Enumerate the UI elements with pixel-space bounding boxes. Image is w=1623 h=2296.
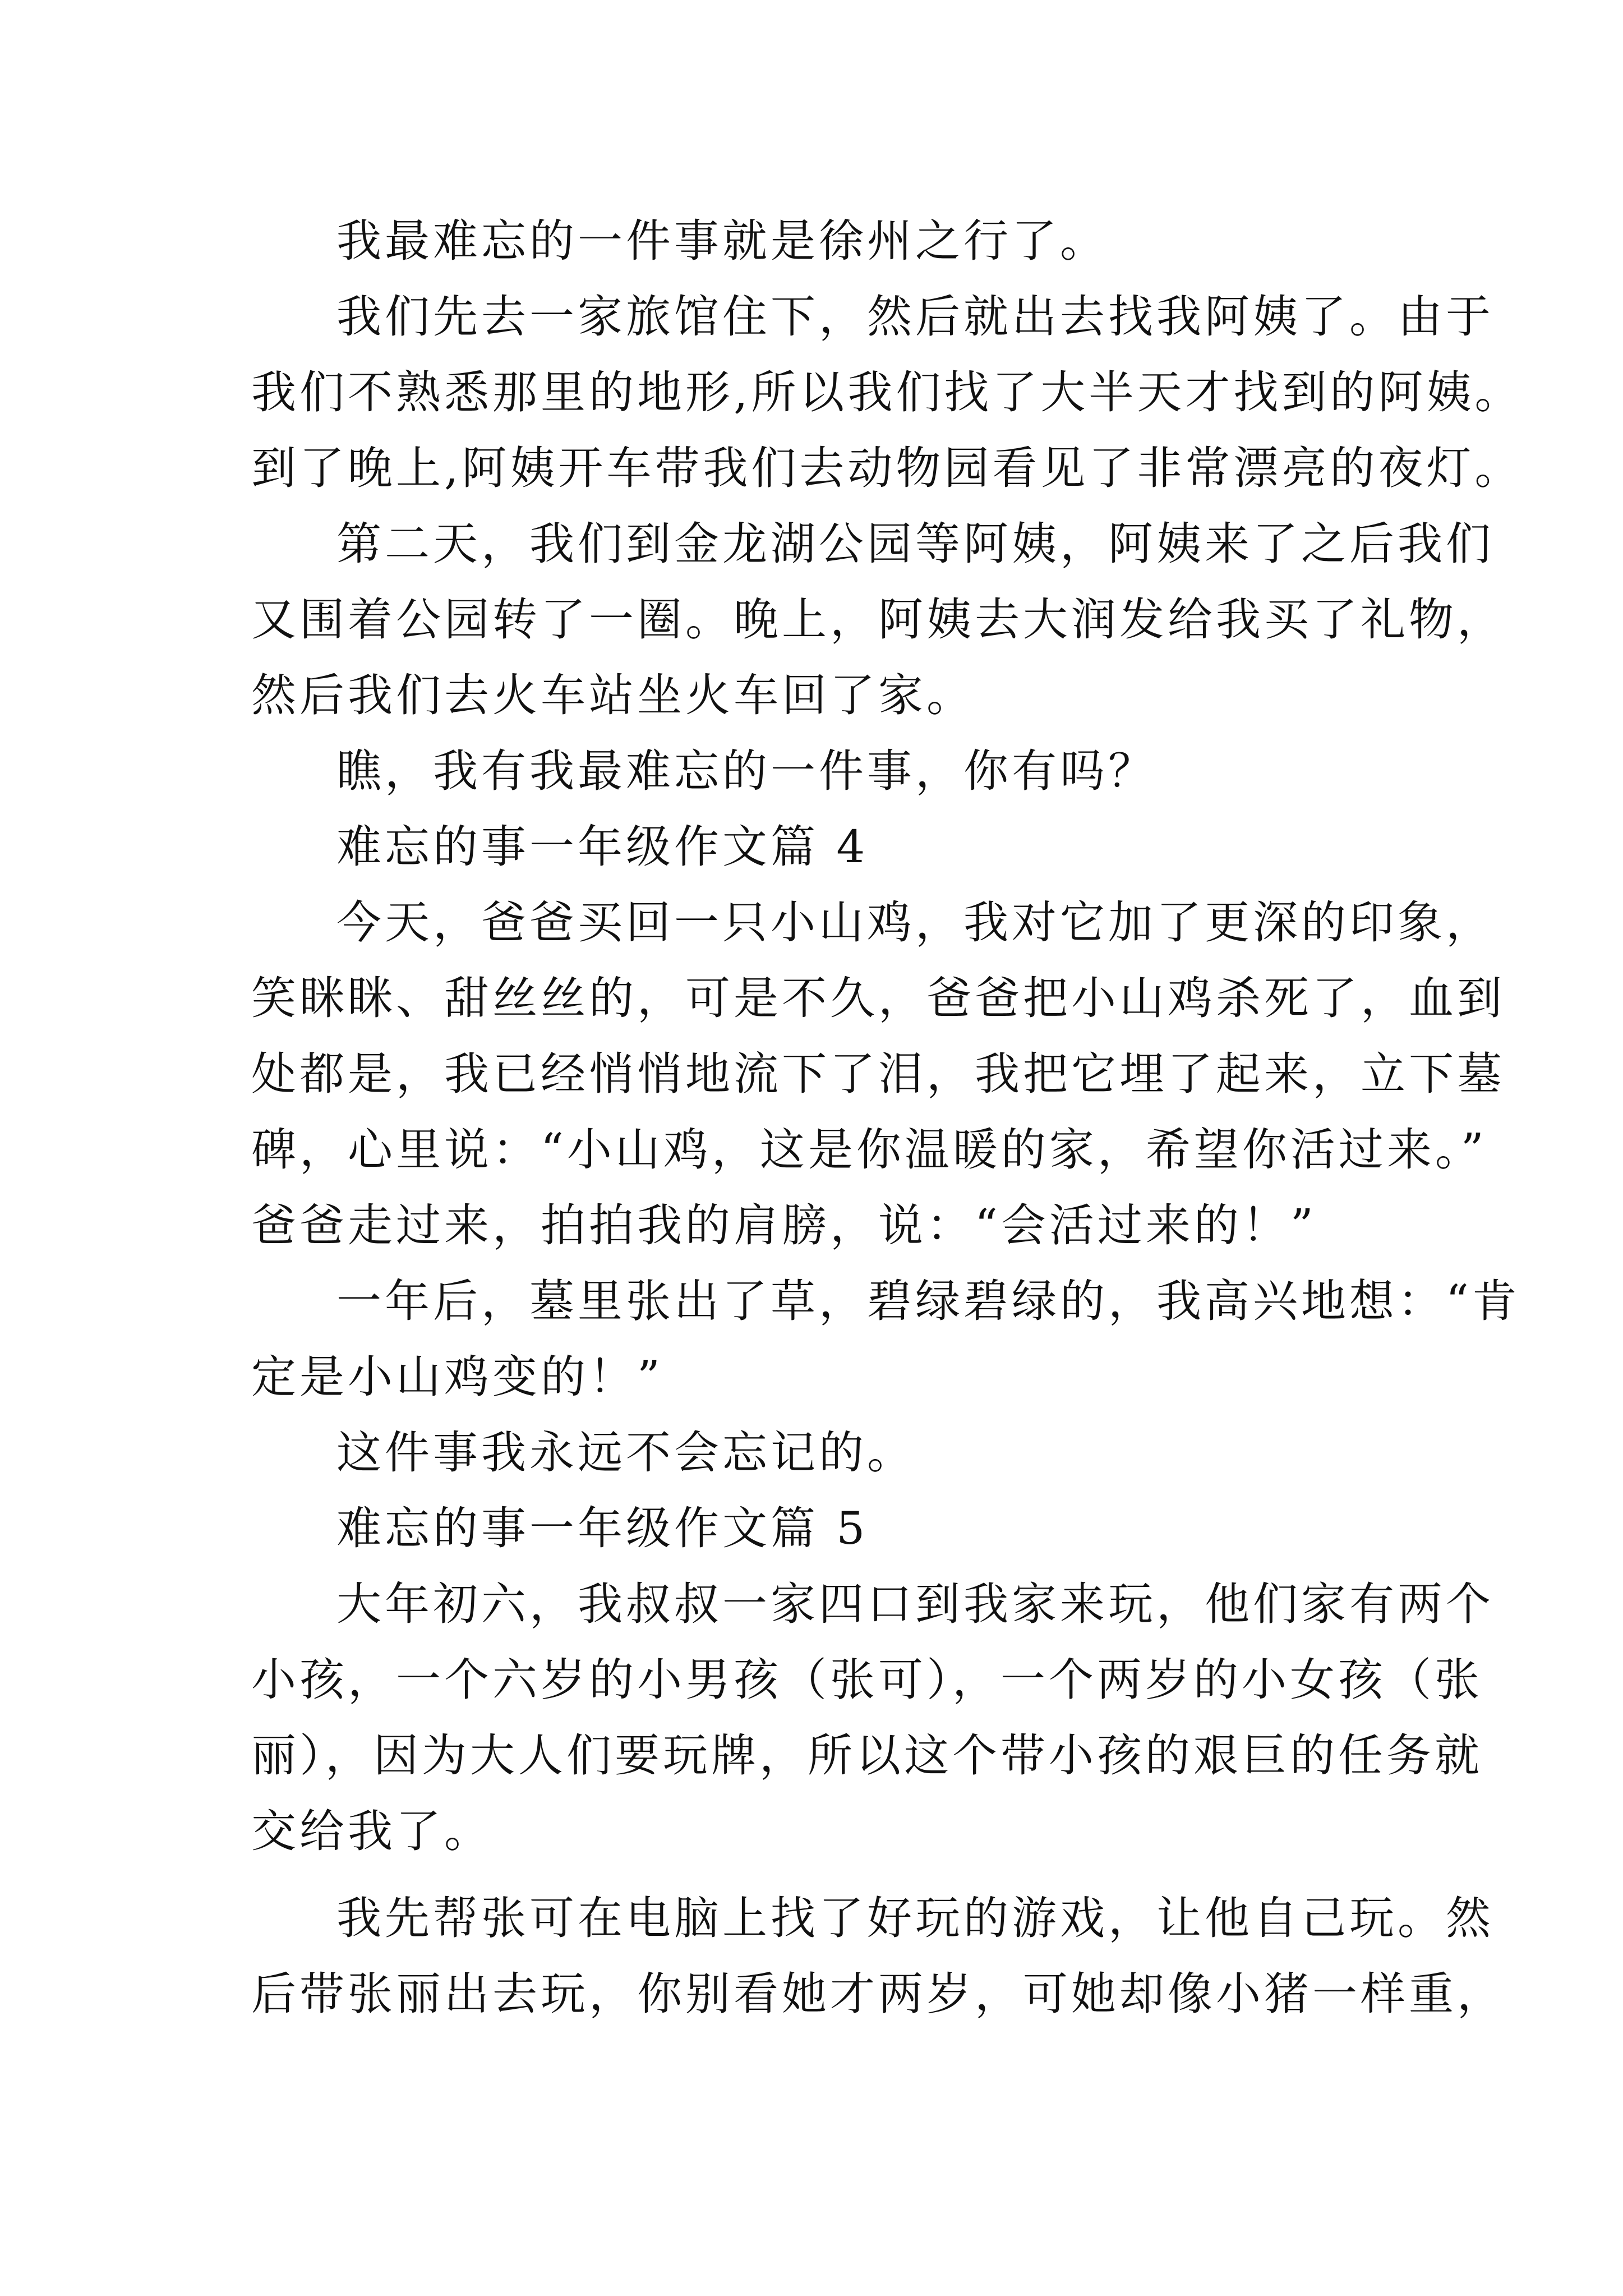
line-text: 我先帮张可在电脑上找了好玩的游戏，让他自己玩。然 — [336, 1892, 1494, 1944]
line-text: 后带张丽出去玩，你别看她才两岁，可她却像小猪一样重， — [251, 1968, 1505, 2020]
line-text: 处都是，我已经悄悄地流下了泪，我把它埋了起来，立下墓 — [251, 1048, 1505, 1100]
line-text: 笑眯眯、甜丝丝的，可是不久，爸爸把小山鸡杀死了，血到 — [251, 972, 1505, 1024]
line-text: 第二天，我们到金龙湖公园等阿姨，阿姨来了之后我们 — [336, 518, 1494, 570]
line-text: 丽），因为大人们要玩牌，所以这个带小孩的艰巨的任务就 — [251, 1729, 1483, 1782]
line-text: 又围着公园转了一圈。晚上，阿姨去大润发给我买了礼物， — [251, 593, 1505, 646]
line-text: 我们不熟悉那里的地形,所以我们找了大半天才找到的阿姨。 — [251, 366, 1523, 418]
line-text: 我最难忘的一件事就是徐州之行了。 — [336, 215, 1108, 267]
line-text: 然后我们去火车站坐火车回了家。 — [251, 669, 975, 721]
line-text: 今天，爸爸买回一只小山鸡，我对它加了更深的印象， — [336, 896, 1494, 949]
line-text: 爸爸走过来，拍拍我的肩膀，说：“会活过来的！” — [251, 1199, 1317, 1251]
line-text: 交给我了。 — [251, 1805, 492, 1857]
heading-text: 难忘的事一年级作文篇 4 — [336, 821, 869, 873]
heading-text: 难忘的事一年级作文篇 5 — [336, 1502, 869, 1554]
line-text: 瞧，我有我最难忘的一件事，你有吗？ — [336, 745, 1156, 797]
line-text: 到了晚上,阿姨开车带我们去动物园看见了非常漂亮的夜灯。 — [251, 442, 1523, 494]
line-text: 小孩，一个六岁的小男孩（张可），一个两岁的小女孩（张 — [251, 1654, 1483, 1706]
line-text: 碑，心里说：“小山鸡，这是你温暖的家，希望你活过来。” — [251, 1124, 1487, 1176]
line-text: 这件事我永远不会忘记的。 — [336, 1427, 915, 1479]
line-text: 大年初六，我叔叔一家四口到我家来玩，他们家有两个 — [336, 1578, 1494, 1630]
line-text: 我们先去一家旅馆住下，然后就出去找我阿姨了。由于 — [336, 291, 1494, 343]
line-text: 一年后，墓里张出了草，碧绿碧绿的，我高兴地想：“肯 — [336, 1275, 1520, 1327]
line-text: 定是小山鸡变的！” — [251, 1351, 663, 1403]
